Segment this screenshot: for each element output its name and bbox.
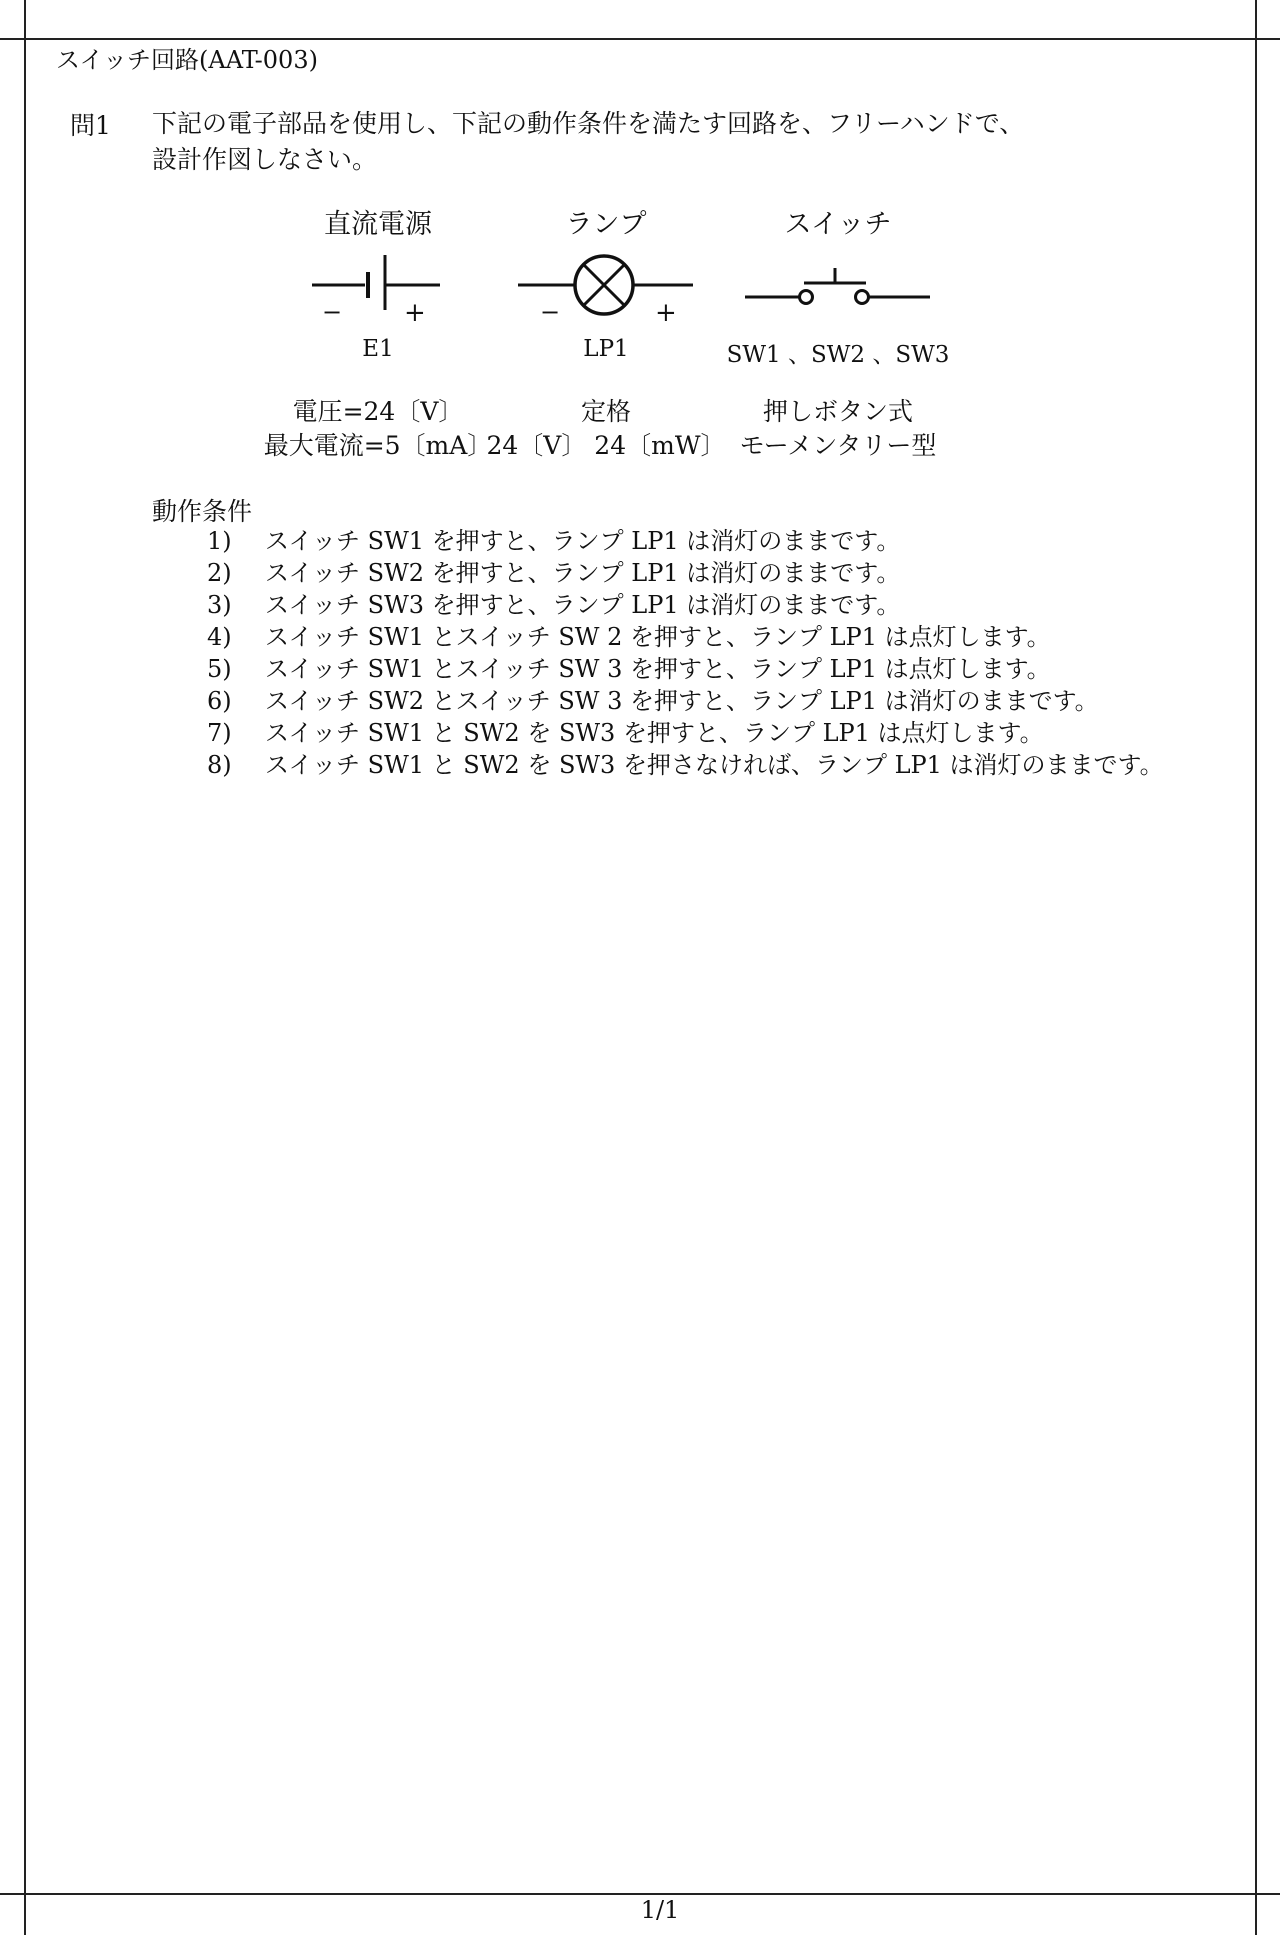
power-name: 直流電源 [324, 209, 432, 240]
conditions-list [207, 525, 1164, 781]
lamp-label: LP1 [583, 336, 629, 362]
condition-item [207, 717, 1164, 749]
switch-label: SW1 、SW2 、SW3 [726, 342, 950, 368]
lamp-spec-heading: 定格 [580, 397, 631, 426]
power-plus-sign: + [404, 298, 426, 328]
lamp-spec [476, 395, 736, 463]
lamp-plus-sign: + [655, 298, 677, 328]
condition-text: スイッチ SW1 とスイッチ SW 3 を押すと、ランプ LP1 は点灯します。 [265, 655, 1051, 683]
condition-text: スイッチ SW1 と SW2 を SW3 を押すと、ランプ LP1 は点灯します。 [265, 719, 1044, 747]
power-spec-current: 最大電流=5〔mA〕 [263, 431, 493, 460]
condition-text: スイッチ SW1 と SW2 を SW3 を押さなければ、ランプ LP1 は消灯のままです。 [265, 751, 1164, 779]
condition-number: 4) [207, 623, 232, 651]
condition-text: スイッチ SW1 とスイッチ SW 2 を押すと、ランプ LP1 は点灯します。 [265, 623, 1051, 651]
condition-number: 5) [207, 655, 232, 683]
condition-text: スイッチ SW2 を押すと、ランプ LP1 は消灯のままです。 [265, 559, 901, 587]
switch-spec-type: 押しボタン式 [762, 397, 913, 426]
lamp-spec-rating: 24〔V〕 24〔mW〕 [486, 431, 726, 460]
conditions-heading: 動作条件 [152, 497, 253, 526]
switch-spec-action: モーメンタリー型 [739, 431, 937, 460]
condition-item [207, 589, 1164, 621]
condition-item [207, 557, 1164, 589]
condition-number: 2) [207, 559, 232, 587]
condition-item [207, 621, 1164, 653]
switch-name: スイッチ [784, 209, 892, 240]
frame-bottom-line [0, 1893, 1280, 1895]
power-minus-sign: − [322, 298, 343, 326]
condition-number: 8) [207, 751, 232, 779]
condition-number: 7) [207, 719, 232, 747]
question-text [152, 106, 1024, 178]
question-number: 問1 [70, 111, 111, 140]
frame-left-line [24, 0, 26, 1935]
condition-item [207, 749, 1164, 781]
condition-item [207, 685, 1164, 717]
condition-text: スイッチ SW2 とスイッチ SW 3 を押すと、ランプ LP1 は消灯のままです。 [265, 687, 1099, 715]
page-number: 1/1 [640, 1896, 680, 1924]
power-spec [248, 395, 508, 463]
condition-number: 1) [207, 527, 232, 555]
power-spec-voltage: 電圧=24〔V〕 [292, 397, 464, 426]
document-title: スイッチ回路(AAT-003) [56, 46, 318, 74]
condition-item [207, 653, 1164, 685]
power-label: E1 [362, 336, 394, 362]
condition-item [207, 525, 1164, 557]
lamp-minus-sign: − [540, 298, 561, 326]
condition-number: 6) [207, 687, 232, 715]
frame-right-line [1255, 0, 1257, 1935]
condition-text: スイッチ SW3 を押すと、ランプ LP1 は消灯のままです。 [265, 591, 901, 619]
question-line-2: 設計作図しなさい。 [152, 145, 378, 174]
switch-spec [708, 395, 968, 463]
push-switch-symbol-icon [745, 258, 930, 308]
condition-number: 3) [207, 591, 232, 619]
condition-text: スイッチ SW1 を押すと、ランプ LP1 は消灯のままです。 [265, 527, 901, 555]
lamp-name: ランプ [565, 209, 647, 240]
question-line-1: 下記の電子部品を使用し、下記の動作条件を満たす回路を、フリーハンドで、 [152, 109, 1025, 138]
